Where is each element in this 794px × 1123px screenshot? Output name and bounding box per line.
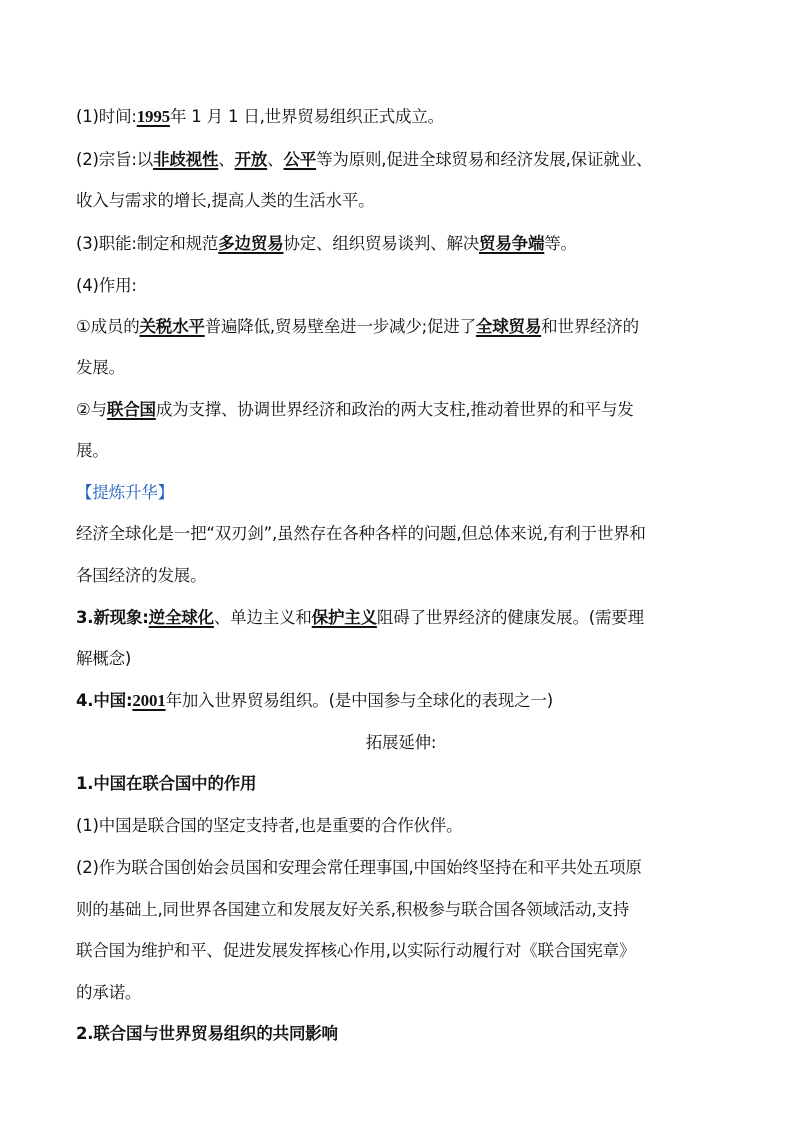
new-phenomenon-line2: 解概念) <box>76 649 132 668</box>
keyword-multilateral-trade: 多边贸易 <box>218 234 284 253</box>
keyword-global-trade: 全球贸易 <box>475 317 542 336</box>
keyword-2001: 2001 <box>132 691 166 710</box>
keyword-fairness: 公平 <box>283 150 317 169</box>
keyword-openness: 开放 <box>234 150 268 169</box>
china-un-point-2-line1: (2)作为联合国创始会员国和安理会常任理事国,中国始终坚持在和平共处五项原 <box>76 858 642 877</box>
refine-text-line2: 各国经济的发展。 <box>76 566 207 585</box>
document-page <box>76 0 726 1123</box>
wto-purpose-line2: 收入与需求的增长,提高人类的生活水平。 <box>76 191 375 210</box>
extension-heading: 拓展延伸: <box>365 733 437 752</box>
keyword-tariff-level: 关税水平 <box>139 317 205 336</box>
label-time: (1)时间: <box>76 107 137 126</box>
wto-role-2-line1: ②与联合国成为支撑、协调世界经济和政治的两大支柱,推动着世界的和平与发 <box>76 400 634 419</box>
china-un-point-2-line4: 的承诺。 <box>76 983 142 1002</box>
china-un-point-2-line2: 则的基础上,同世界各国建立和发展友好关系,积极参与联合国各领域活动,支持 <box>76 900 630 919</box>
wto-function: (3)职能:制定和规范多边贸易协定、组织贸易谈判、解决贸易争端等。 <box>76 234 577 253</box>
china-wto-entry: 4.中国:2001年加入世界贸易组织。(是中国参与全球化的表现之一) <box>76 691 553 710</box>
keyword-united-nations: 联合国 <box>106 400 156 419</box>
wto-role-1-line2: 发展。 <box>76 358 125 377</box>
section-heading-china-in-un: 1.中国在联合国中的作用 <box>76 774 257 793</box>
china-un-point-1: (1)中国是联合国的坚定支持者,也是重要的合作伙伴。 <box>76 816 463 835</box>
china-un-point-2-line3: 联合国为维护和平、促进发展发挥核心作用,以实际行动履行对《联合国宪章》 <box>76 941 636 960</box>
new-phenomenon-line1: 3.新现象:逆全球化、单边主义和保护主义阻碍了世界经济的健康发展。(需要理 <box>76 608 644 627</box>
text-founding: 年 1 月 1 日,世界贸易组织正式成立。 <box>169 107 444 126</box>
keyword-protectionism: 保护主义 <box>311 608 377 627</box>
wto-role-heading: (4)作用: <box>76 276 137 295</box>
wto-role-1-line1: ①成员的关税水平普遍降低,贸易壁垒进一步减少;促进了全球贸易和世界经济的 <box>76 317 639 336</box>
keyword-non-discrimination: 非歧视性 <box>153 150 219 169</box>
refine-text-line1: 经济全球化是一把“双刃剑”,虽然存在各种各样的问题,但总体来说,有利于世界和 <box>76 524 646 543</box>
refine-heading: 【提炼升华】 <box>76 483 174 502</box>
wto-role-2-line2: 展。 <box>76 441 109 460</box>
section-heading-un-wto-impact: 2.联合国与世界贸易组织的共同影响 <box>76 1024 338 1043</box>
keyword-trade-disputes: 贸易争端 <box>479 234 545 253</box>
wto-purpose-line1: (2)宗旨:以非歧视性、开放、公平等为原则,促进全球贸易和经济发展,保证就业、 <box>76 150 653 169</box>
wto-founding-time <box>76 104 726 129</box>
keyword-1995: 1995 <box>136 107 170 126</box>
keyword-deglobalization: 逆全球化 <box>148 608 214 627</box>
